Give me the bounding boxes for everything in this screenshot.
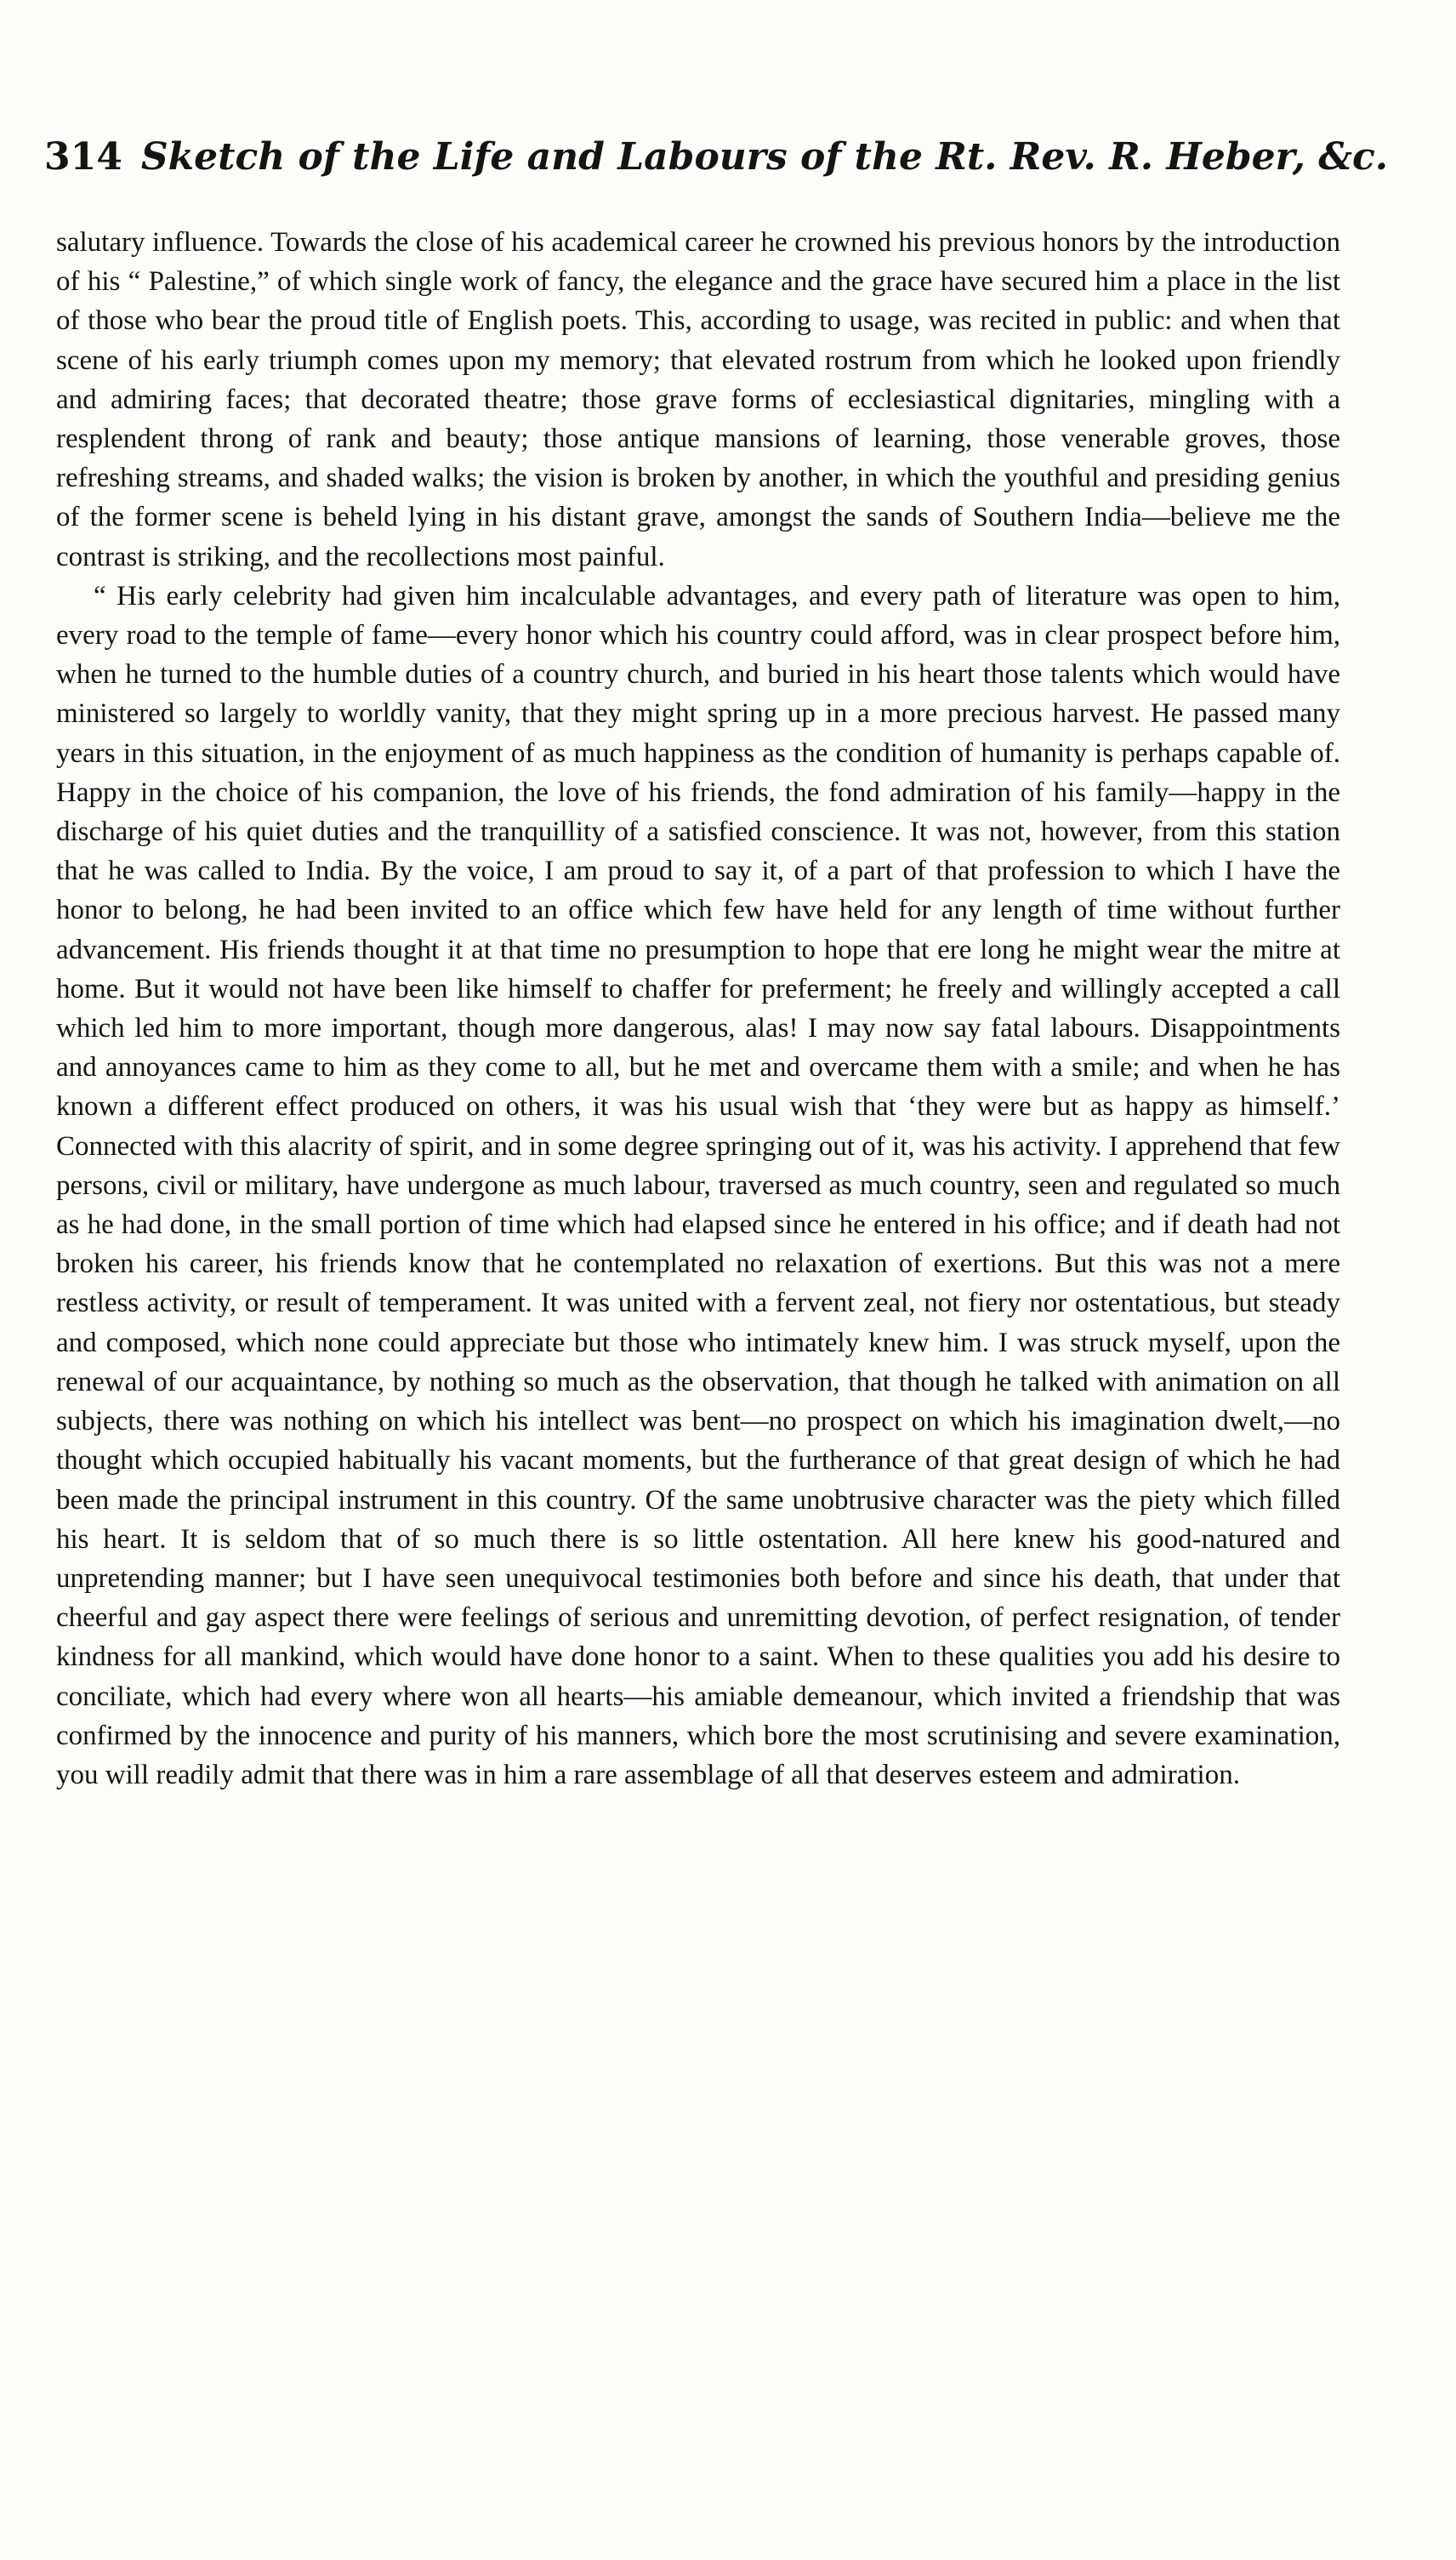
page-number: 314 xyxy=(44,135,122,179)
running-head xyxy=(44,128,1389,187)
running-title: Sketch of the Life and Labours of the Rt. Rev. R. Heber, &c. xyxy=(140,135,1389,179)
paragraph-2: “ His early celebrity had given him incalculable advantages, and every path of literature was open to him, every road to the temple of fame—every honor which his country could afford, was in clear prospect before him, when he turned to the humble duties of a country church, and buried in his heart those talents which would have ministered so largely to worldly vanity, that they might spring up in a more precious harvest. He passed many years in this situation, in the enjoyment of as much happiness as the condition of humanity is perhaps capable of. Happy in the choice of his companion, the love of his friends, the fond admiration of his family—happy in the discharge of his quiet duties and the tranquillity of a satisfied conscience. It was not, however, from this station that he was called to India. By the voice, I am proud to say it, of a part of that profession to which I have the honor to belong, he had been invited to an office which few have held for any length of time without further advancement. His friends thought it at that time no presumption to hope that ere long he might wear the mitre at home. But it would not have been like himself to chaffer for preferment; he freely and willingly accepted a call which led him to more important, though more dangerous, alas! I may now say fatal labours. Disappointments and annoyances came to him as they come to all, but he met and overcame them with a smile; and when he has known a different effect produced on others, it was his usual wish that ‘they were but as happy as himself.’ Connected with this alacrity of spirit, and in some degree springing out of it, was his activity. I apprehend that few persons, civil or military, have undergone as much labour, traversed as much country, seen and regulated so much as he had done, in the small portion of time which had elapsed since he entered in his office; and if death had not broken his career, his friends know that he contemplated no relaxation of exertions. But this was not a mere restless activity, or result of temperament. It was united with a fervent zeal, not fiery nor ostentatious, but steady and composed, which none could appreciate but those who intimately knew him. I was struck myself, upon the renewal of our acquaintance, by nothing so much as the observation, that though he talked with animation on all subjects, there was nothing on which his intellect was bent—no prospect on which his imagination dwelt,—no thought which occupied habitually his vacant moments, but the furtherance of that great design of which he had been made the principal instrument in this country. Of the same unobtrusive character was the piety which filled his heart. It is seldom that of so much there is so little ostentation. All here knew his good-natured and unpretending manner; but I have seen unequivocal testimonies both before and since his death, that under that cheerful and gay aspect there were feelings of serious and unremitting devotion, of perfect resignation, of tender kindness for all mankind, which would have done honor to a saint. When to these qualities you add his desire to conciliate, which had every where won all hearts—his amiable demeanour, which invited a friendship that was confirmed by the innocence and purity of his manners, which bore the most scrutinising and severe examination, you will readily admit that there was in him a rare assemblage of all that deserves esteem and admiration. xyxy=(56,580,1340,1790)
body-text xyxy=(56,223,1340,1795)
paragraph-1: salutary influence. Towards the close of his academical career he crowned his previous honors by the introduction of his “ Palestine,” of which single work of fancy, the elegance and the grace have secured him a place in the list of those who bear the proud title of English poets. This, according to usage, was recited in public: and when that scene of his early triumph comes upon my memory; that elevated rostrum from which he looked upon friendly and admiring faces; that decorated theatre; those grave forms of ecclesiastical dignitaries, mingling with a resplendent throng of rank and beauty; those antique mansions of learning, those venerable groves, those refreshing streams, and shaded walks; the vision is broken by another, in which the youthful and presiding genius of the former scene is beheld lying in his distant grave, amongst the sands of Southern India—believe me the contrast is striking, and the recollections most painful. xyxy=(56,227,1340,572)
